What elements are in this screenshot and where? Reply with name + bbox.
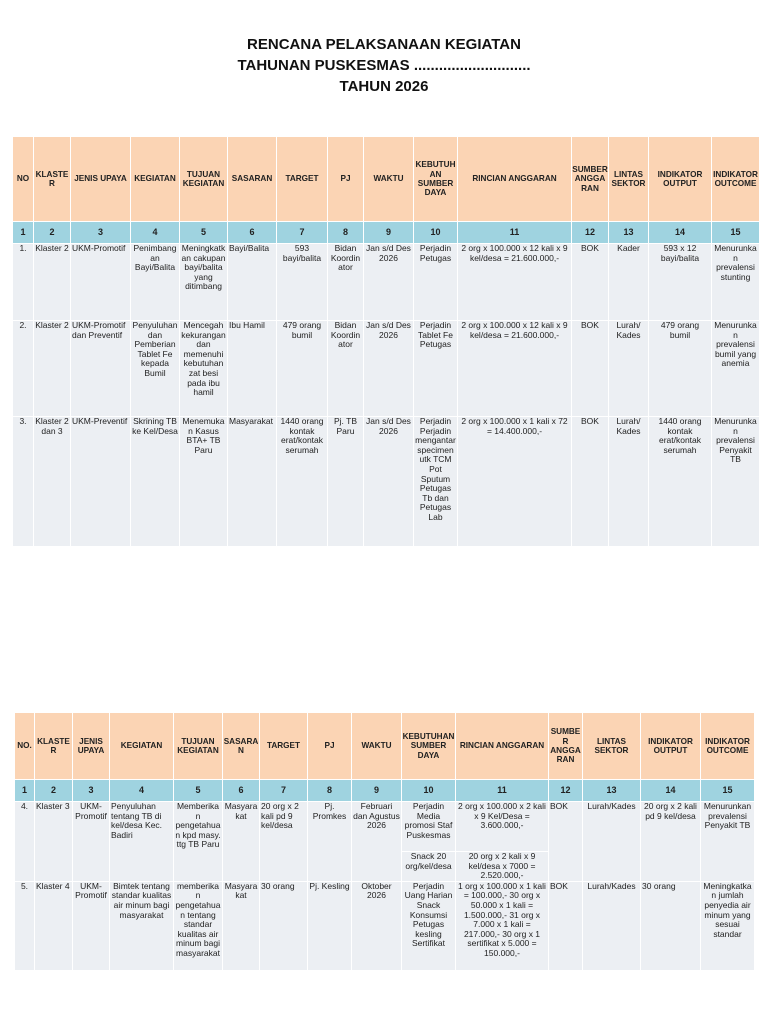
table-row (15, 802, 755, 852)
header-cell: SUMBER ANGGARAN (572, 137, 609, 222)
column-number: 12 (572, 222, 609, 244)
column-number-row (13, 222, 760, 244)
header-cell: NO (13, 137, 34, 222)
cell-kebutuhan: Perjadin Petugas (414, 244, 458, 321)
column-number: 5 (174, 780, 223, 802)
column-number: 15 (701, 780, 755, 802)
column-number: 7 (260, 780, 308, 802)
header-cell: INDIKATOR OUTPUT (649, 137, 712, 222)
cell-klaster: Klaster 3 (35, 802, 73, 882)
cell-kegiatan: Bimtek tentang standar kualitas air minum bagi masyarakat (110, 881, 174, 970)
column-number: 4 (131, 222, 180, 244)
cell-klaster: Klaster 2 dan 3 (34, 417, 71, 547)
cell-target: 20 org x 2 kali pd 9 kel/desa (260, 802, 308, 882)
header-cell: TARGET (260, 713, 308, 780)
column-number-row (15, 780, 755, 802)
header-cell: KLASTER (34, 137, 71, 222)
header-cell: INDIKATOR OUTCOME (701, 713, 755, 780)
cell-tujuan: Mencegah kekurangan dan memenuhi kebutuhan zat besi pada ibu hamil (180, 321, 228, 417)
header-cell: PJ (308, 713, 352, 780)
header-cell: RINCIAN ANGGARAN (456, 713, 549, 780)
header-cell: LINTAS SEKTOR (609, 137, 649, 222)
column-number: 1 (13, 222, 34, 244)
cell-sasaran: Masyarakat (228, 417, 277, 547)
header-cell: PJ (328, 137, 364, 222)
column-number: 3 (71, 222, 131, 244)
column-number: 2 (35, 780, 73, 802)
column-number: 13 (609, 222, 649, 244)
cell-pj: Pj. Promkes (308, 802, 352, 882)
cell-outcome: Menurunkan prevalensi stunting (712, 244, 760, 321)
header-cell: KEBUTUHAN SUMBER DAYA (402, 713, 456, 780)
header-cell: SASARAN (228, 137, 277, 222)
title-line-3: TAHUN 2026 (339, 78, 429, 95)
cell-sumber: BOK (572, 417, 609, 547)
cell-sasaran: Masyarakat (223, 881, 260, 970)
column-number: 4 (110, 780, 174, 802)
cell-target: 479 orang bumil (277, 321, 328, 417)
column-number: 11 (458, 222, 572, 244)
cell-lintas: Kader (609, 244, 649, 321)
cell-klaster: Klaster 2 (34, 321, 71, 417)
header-cell: KEGIATAN (131, 137, 180, 222)
cell-klaster: Klaster 4 (35, 881, 73, 970)
cell-waktu: Februari dan Agustus 2026 (352, 802, 402, 882)
header-cell: TUJUAN KEGIATAN (180, 137, 228, 222)
cell-sasaran: Bayi/Balita (228, 244, 277, 321)
cell-no: 4. (15, 802, 35, 882)
cell-kegiatan: Penyuluhan tentang TB di kel/desa Kec. Badiri (110, 802, 174, 882)
cell-outcome: Menurunkan prevalensi Penyakit TB (701, 802, 755, 882)
column-number: 2 (34, 222, 71, 244)
column-number: 10 (414, 222, 458, 244)
header-cell: NO. (15, 713, 35, 780)
activity-table-1 (12, 136, 760, 547)
cell-rincian: 2 org x 100.000 x 2 kali x 9 Kel/Desa = 3.600.000,- (456, 802, 549, 852)
header-cell: TARGET (277, 137, 328, 222)
cell-lintas: Lurah/Kades (583, 802, 641, 882)
title-line-1: RENCANA PELAKSANAAN KEGIATAN (247, 36, 521, 53)
cell-rincian: 20 org x 2 kali x 9 kel/desa x 7000 = 2.520.000,- (456, 852, 549, 882)
cell-kebutuhan: Snack 20 org/kel/desa (402, 852, 456, 882)
cell-rincian: 2 org x 100.000 x 1 kali x 72 = 14.400.000,- (458, 417, 572, 547)
cell-kegiatan: Skrining TB ke Kel/Desa (131, 417, 180, 547)
table-row (13, 417, 760, 547)
cell-tujuan: Memberikan pengetahuan kpd masy. ttg TB Paru (174, 802, 223, 882)
cell-kegiatan: Penimbangan Bayi/Balita (131, 244, 180, 321)
cell-output: 20 org x 2 kali pd 9 kel/desa (641, 802, 701, 882)
column-number: 14 (641, 780, 701, 802)
cell-target: 30 orang (260, 881, 308, 970)
cell-no: 5. (15, 881, 35, 970)
cell-tujuan: memberikan pengetahuan tentang standar kualitas air minum bagi masyarakat (174, 881, 223, 970)
header-cell: WAKTU (352, 713, 402, 780)
cell-rincian: 2 org x 100.000 x 12 kali x 9 kel/desa = 21.600.000,- (458, 321, 572, 417)
cell-output: 593 x 12 bayi/balita (649, 244, 712, 321)
cell-no: 3. (13, 417, 34, 547)
cell-no: 2. (13, 321, 34, 417)
cell-waktu: Jan s/d Des 2026 (364, 244, 414, 321)
column-number: 12 (549, 780, 583, 802)
table-row (13, 321, 760, 417)
cell-kebutuhan: Perjadin Media promosi Staf Puskesmas (402, 802, 456, 852)
table-row (15, 881, 755, 970)
cell-output: 1440 orang kontak erat/kontak serumah (649, 417, 712, 547)
column-number: 11 (456, 780, 549, 802)
cell-no: 1. (13, 244, 34, 321)
header-cell: SASARAN (223, 713, 260, 780)
table-header-row (13, 137, 760, 222)
cell-outcome: Meningkatkan jumlah penyedia air minum yang sesuai standar (701, 881, 755, 970)
cell-waktu: Jan s/d Des 2026 (364, 321, 414, 417)
cell-sumber: BOK (549, 802, 583, 882)
cell-waktu: Jan s/d Des 2026 (364, 417, 414, 547)
cell-jenis-upaya: UKM-Promotif dan Preventif (71, 321, 131, 417)
page-title (0, 34, 768, 97)
cell-waktu: Oktober 2026 (352, 881, 402, 970)
header-cell: TUJUAN KEGIATAN (174, 713, 223, 780)
cell-lintas: Lurah/ Kades (609, 417, 649, 547)
column-number: 5 (180, 222, 228, 244)
cell-sasaran: Ibu Hamil (228, 321, 277, 417)
column-number: 6 (228, 222, 277, 244)
cell-lintas: Lurah/Kades (583, 881, 641, 970)
header-cell: RINCIAN ANGGARAN (458, 137, 572, 222)
header-cell: KLASTER (35, 713, 73, 780)
table-header-row (15, 713, 755, 780)
cell-rincian: 2 org x 100.000 x 12 kali x 9 kel/desa = 21.600.000,- (458, 244, 572, 321)
column-number: 7 (277, 222, 328, 244)
cell-jenis-upaya: UKM-Promotif (73, 802, 110, 882)
cell-pj: Bidan Koordinator (328, 244, 364, 321)
cell-output: 30 orang (641, 881, 701, 970)
header-cell: JENIS UPAYA (73, 713, 110, 780)
cell-outcome: Menurunkan prevalensi Penyakit TB (712, 417, 760, 547)
header-cell: LINTAS SEKTOR (583, 713, 641, 780)
column-number: 10 (402, 780, 456, 802)
activity-table-2 (14, 712, 755, 971)
column-number: 14 (649, 222, 712, 244)
cell-outcome: Menurunkan prevalensi bumil yang anemia (712, 321, 760, 417)
cell-rincian: 1 org x 100.000 x 1 kali = 100.000,- 30 org x 50.000 x 1 kali = 1.500.000,- 31 org x 7.000 x 1 kali = 217.000,- 30 org x 1 sertifikat x 5.000 = 150.000,- (456, 881, 549, 970)
table-row (13, 244, 760, 321)
column-number: 6 (223, 780, 260, 802)
cell-jenis-upaya: UKM-Promotif (71, 244, 131, 321)
cell-sumber: BOK (572, 244, 609, 321)
cell-sumber: BOK (549, 881, 583, 970)
header-cell: INDIKATOR OUTCOME (712, 137, 760, 222)
cell-pj: Pj. TB Paru (328, 417, 364, 547)
cell-tujuan: Menemukan Kasus BTA+ TB Paru (180, 417, 228, 547)
header-cell: KEBUTUHAN SUMBER DAYA (414, 137, 458, 222)
header-cell: KEGIATAN (110, 713, 174, 780)
header-cell: SUMBER ANGGARAN (549, 713, 583, 780)
cell-jenis-upaya: UKM-Preventif (71, 417, 131, 547)
cell-kebutuhan: Perjadin Tablet Fe Petugas (414, 321, 458, 417)
cell-target: 593 bayi/balita (277, 244, 328, 321)
column-number: 1 (15, 780, 35, 802)
header-cell: INDIKATOR OUTPUT (641, 713, 701, 780)
cell-sumber: BOK (572, 321, 609, 417)
column-number: 9 (352, 780, 402, 802)
cell-lintas: Lurah/ Kades (609, 321, 649, 417)
column-number: 9 (364, 222, 414, 244)
cell-kegiatan: Penyuluhan dan Pemberian Tablet Fe kepada Bumil (131, 321, 180, 417)
column-number: 8 (308, 780, 352, 802)
cell-kebutuhan: Perjadin Perjadin mengantar specimen utk TCM Pot Sputum Petugas Tb dan Petugas Lab (414, 417, 458, 547)
cell-jenis-upaya: UKM-Promotif (73, 881, 110, 970)
cell-kebutuhan: Perjadin Uang Harian Snack Konsumsi Petugas kesling Sertifikat (402, 881, 456, 970)
column-number: 15 (712, 222, 760, 244)
column-number: 8 (328, 222, 364, 244)
header-cell: WAKTU (364, 137, 414, 222)
cell-target: 1440 orang kontak erat/kontak serumah (277, 417, 328, 547)
cell-pj: Pj. Kesling (308, 881, 352, 970)
cell-tujuan: Meningkatkan cakupan bayi/balita yang ditimbang (180, 244, 228, 321)
cell-klaster: Klaster 2 (34, 244, 71, 321)
cell-pj: Bidan Koordinator (328, 321, 364, 417)
cell-sasaran: Masyarakat (223, 802, 260, 882)
column-number: 13 (583, 780, 641, 802)
header-cell: JENIS UPAYA (71, 137, 131, 222)
column-number: 3 (73, 780, 110, 802)
cell-output: 479 orang bumil (649, 321, 712, 417)
title-line-2: TAHUNAN PUSKESMAS ............................ (237, 57, 531, 74)
